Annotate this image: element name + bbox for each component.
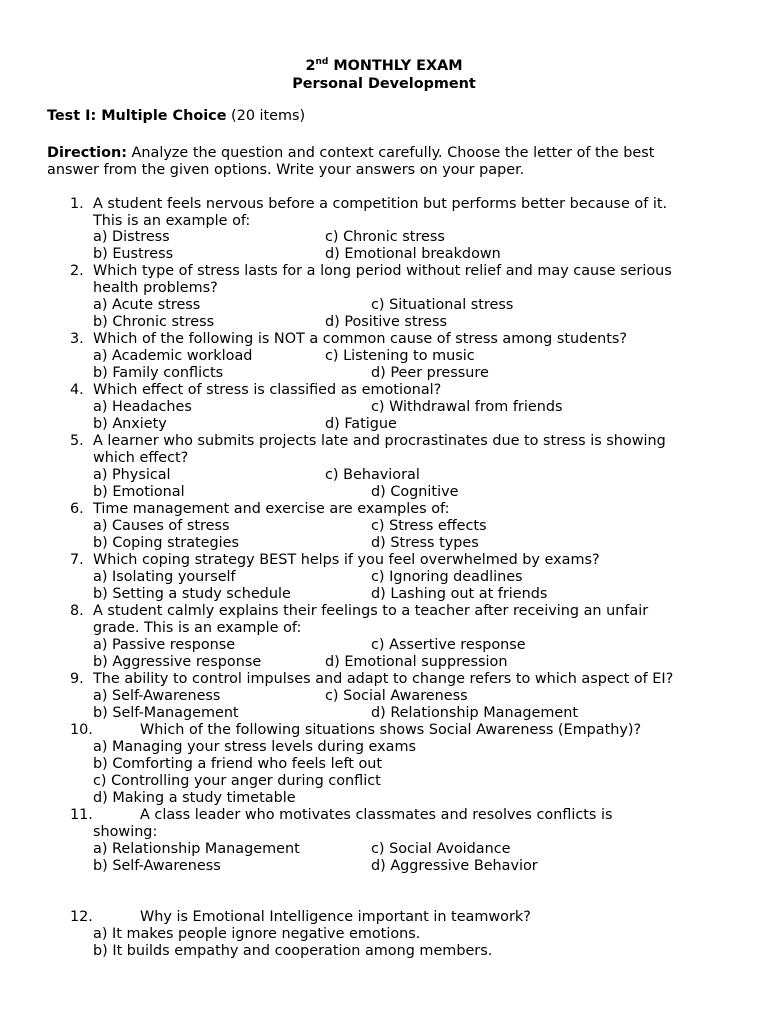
question-text: which effect? — [93, 450, 189, 466]
question-text: Which coping strategy BEST helps if you feel overwhelmed by exams? — [93, 552, 600, 568]
option-d: d) Emotional suppression — [325, 654, 508, 670]
option-a: a) Relationship Management — [93, 841, 300, 857]
question-number: 6. — [70, 501, 84, 517]
question-text: A student calmly explains their feelings to a teacher after receiving an unfair — [93, 603, 649, 619]
option-d: d) Fatigue — [325, 416, 397, 432]
option-a: a) Physical — [93, 467, 171, 483]
option-b: b) Self-Awareness — [93, 858, 221, 874]
question-number: 3. — [70, 331, 84, 347]
question-number: 11. — [70, 807, 93, 823]
question-text: health problems? — [93, 280, 218, 296]
question-text: A learner who submits projects late and procrastinates due to stress is showing — [93, 433, 666, 449]
option-c: c) Assertive response — [371, 637, 526, 653]
question-text: The ability to control impulses and adapt to change refers to which aspect of EI? — [93, 671, 674, 687]
option-a: a) Acute stress — [93, 297, 201, 313]
question-text: Which effect of stress is classified as emotional? — [93, 382, 442, 398]
option-c: c) Behavioral — [325, 467, 420, 483]
exam-title: 2nd MONTHLY EXAM — [305, 57, 463, 74]
option-b: b) Family conflicts — [93, 365, 224, 381]
question-number: 12. — [70, 909, 93, 925]
option-b: b) Self-Management — [93, 705, 239, 721]
option-b: b) Aggressive response — [93, 654, 262, 670]
option-a: a) Self-Awareness — [93, 688, 221, 704]
question-text: This is an example of: — [93, 213, 251, 229]
question-number: 5. — [70, 433, 84, 449]
option-b: b) Eustress — [93, 246, 174, 262]
option-a: a) Isolating yourself — [93, 569, 236, 585]
test-heading: Test I: Multiple Choice (20 items) — [47, 108, 306, 124]
option-b: b) It builds empathy and cooperation among members. — [93, 943, 493, 959]
direction-line-2: answer from the given options. Write your answers on your paper. — [47, 162, 525, 178]
option-c: c) Controlling your anger during conflict — [93, 773, 381, 789]
question-text: Which of the following is NOT a common cause of stress among students? — [93, 331, 628, 347]
question-number: 4. — [70, 382, 84, 398]
option-c: c) Listening to music — [325, 348, 475, 364]
option-b: b) Chronic stress — [93, 314, 215, 330]
option-d: d) Peer pressure — [371, 365, 489, 381]
option-c: c) Stress effects — [371, 518, 487, 534]
option-a: a) Causes of stress — [93, 518, 230, 534]
option-d: d) Stress types — [371, 535, 479, 551]
option-c: c) Chronic stress — [325, 229, 445, 245]
option-d: d) Aggressive Behavior — [371, 858, 538, 874]
option-d: d) Cognitive — [371, 484, 459, 500]
question-text: A class leader who motivates classmates and resolves conflicts is — [140, 807, 613, 823]
option-b: b) Coping strategies — [93, 535, 239, 551]
option-d: d) Lashing out at friends — [371, 586, 548, 602]
question-number: 8. — [70, 603, 84, 619]
option-a: a) Passive response — [93, 637, 236, 653]
question-text: A student feels nervous before a competition but performs better because of it. — [93, 196, 668, 212]
option-a: a) Academic workload — [93, 348, 253, 364]
ordinal-suffix: nd — [315, 57, 329, 67]
option-c: c) Situational stress — [371, 297, 514, 313]
option-a: a) Headaches — [93, 399, 192, 415]
option-d: d) Positive stress — [325, 314, 447, 330]
question-number: 7. — [70, 552, 84, 568]
option-a: a) Managing your stress levels during exams — [93, 739, 416, 755]
option-a: a) Distress — [93, 229, 170, 245]
option-d: d) Relationship Management — [371, 705, 579, 721]
option-b: b) Setting a study schedule — [93, 586, 291, 602]
direction-line-1: Direction: Analyze the question and context carefully. Choose the letter of the best — [47, 145, 655, 161]
question-text: grade. This is an example of: — [93, 620, 302, 636]
question-text: showing: — [93, 824, 158, 840]
question-number: 2. — [70, 263, 84, 279]
option-c: c) Withdrawal from friends — [371, 399, 563, 415]
option-b: b) Anxiety — [93, 416, 167, 432]
question-text: Why is Emotional Intelligence important in teamwork? — [140, 909, 531, 925]
question-number: 9. — [70, 671, 84, 687]
option-b: b) Emotional — [93, 484, 185, 500]
question-text: Which type of stress lasts for a long period without relief and may cause serious — [93, 263, 672, 279]
option-d: d) Making a study timetable — [93, 790, 296, 806]
question-number: 10. — [70, 722, 93, 738]
option-b: b) Comforting a friend who feels left out — [93, 756, 383, 772]
option-d: d) Emotional breakdown — [325, 246, 501, 262]
option-a: a) It makes people ignore negative emotions. — [93, 926, 421, 942]
question-number: 1. — [70, 196, 84, 212]
option-c: c) Social Awareness — [325, 688, 468, 704]
exam-subject: Personal Development — [292, 76, 476, 92]
option-c: c) Ignoring deadlines — [371, 569, 523, 585]
question-text: Time management and exercise are examples of: — [93, 501, 450, 517]
option-c: c) Social Avoidance — [371, 841, 511, 857]
question-text: Which of the following situations shows Social Awareness (Empathy)? — [140, 722, 642, 738]
